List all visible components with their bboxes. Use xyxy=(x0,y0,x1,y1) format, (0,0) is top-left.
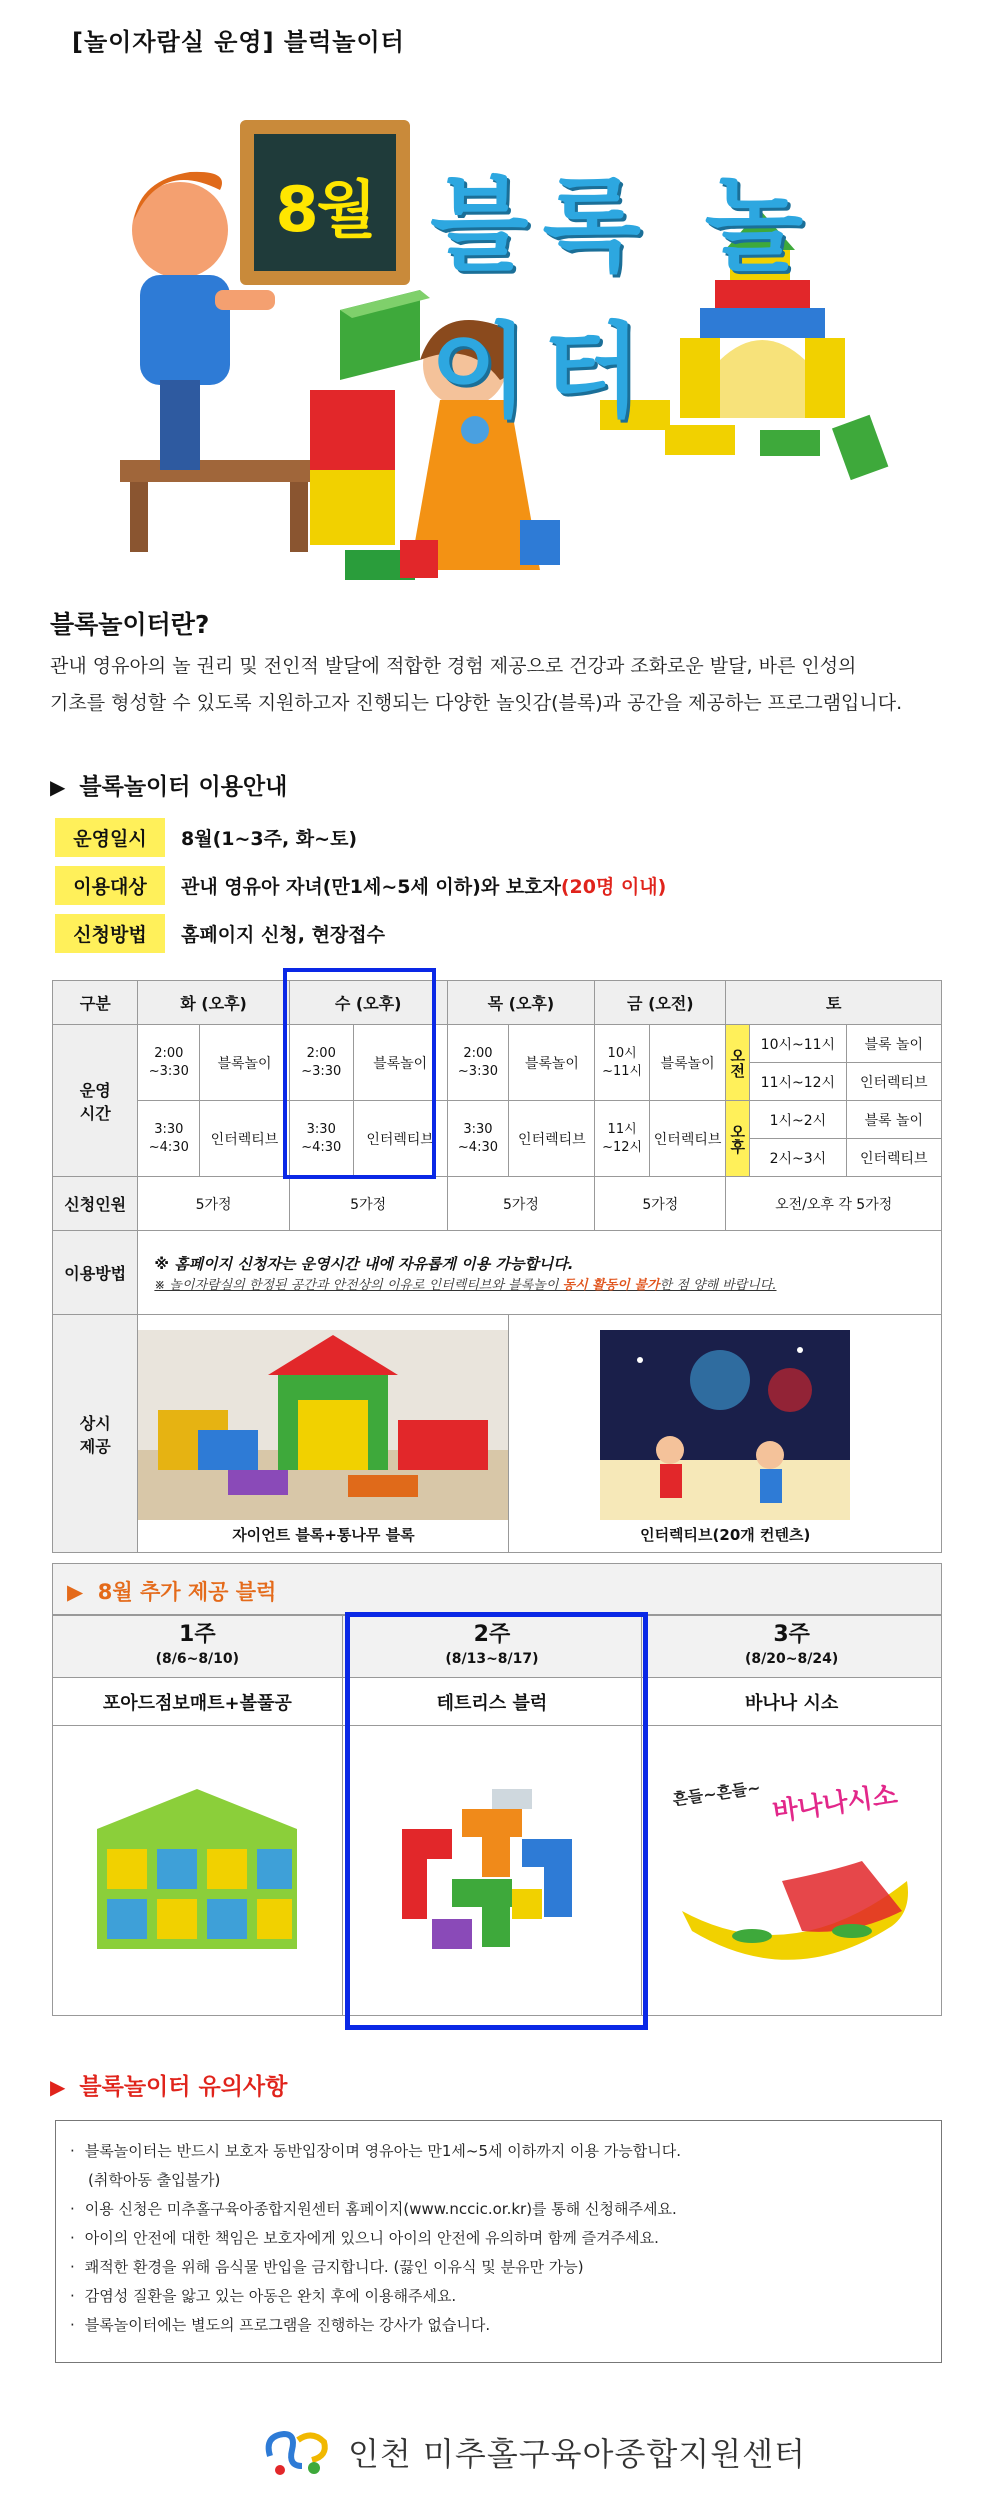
triangle-bullet-icon: ▶ xyxy=(50,775,66,799)
program-cell: 인터렉티브 xyxy=(509,1101,595,1177)
block-name: 포아드점보매트+볼풀공 xyxy=(53,1678,343,1726)
col-header: 화 (오후) xyxy=(138,981,289,1025)
sat-program: 인터렉티브 xyxy=(846,1063,941,1101)
row-label-capacity: 신청인원 xyxy=(53,1177,138,1231)
about-title: 블록놀이터란? xyxy=(50,610,210,639)
time-cell: 11시 ~12시 xyxy=(595,1101,650,1177)
info-row-schedule xyxy=(55,818,357,857)
schedule-table xyxy=(52,980,942,1553)
time-cell: 2:00 ~3:30 xyxy=(447,1025,509,1101)
row-label-time: 운영 시간 xyxy=(53,1025,138,1177)
time-cell: 2:00 ~3:30 xyxy=(289,1025,353,1101)
capacity-limit: (20명 이내) xyxy=(560,876,667,898)
hero-month: 8월 xyxy=(275,173,375,246)
capacity-cell: 5가정 xyxy=(595,1177,726,1231)
photo-cell-giant-blocks xyxy=(138,1315,509,1553)
about-body xyxy=(50,648,950,722)
program-cell: 인터렉티브 xyxy=(200,1101,290,1177)
photo-caption: 자이언트 블록+통나무 블록 xyxy=(232,1526,415,1544)
usage-note-1: ※ 홈페이지 신청자는 운영시간 내에 자유롭게 이용 가능합니다. xyxy=(154,1254,574,1273)
program-cell: 블록놀이 xyxy=(509,1025,595,1101)
month-chalkboard xyxy=(240,120,410,285)
sat-time: 11시~12시 xyxy=(750,1063,846,1101)
sat-time: 1시~2시 xyxy=(750,1101,846,1139)
col-header: 목 (오후) xyxy=(447,981,595,1025)
notice-item: · 감염성 질환을 앓고 있는 아동은 완치 후에 이용해주세요. xyxy=(70,2282,927,2311)
photo-caption: 인터렉티브(20개 컨텐츠) xyxy=(640,1526,811,1544)
notice-item: · 이용 신청은 미추홀구육아종합지원센터 홈페이지(www.nccic.or.kr)를 통해 신청해주세요. xyxy=(70,2195,927,2224)
week2-highlight-frame xyxy=(345,1612,648,2030)
notice-title: ▶ 블록놀이터 유의사항 xyxy=(50,2074,288,2100)
capacity-cell: 5가정 xyxy=(289,1177,447,1231)
banana-seesaw-image xyxy=(662,1761,922,1981)
sat-am-label: 오전 xyxy=(726,1025,750,1101)
col-header: 금 (오전) xyxy=(595,981,726,1025)
time-cell: 3:30 ~4:30 xyxy=(289,1101,353,1177)
footer xyxy=(262,2426,806,2478)
program-cell: 블록놀이 xyxy=(649,1025,725,1101)
notice-subitem: (취학아동 출입불가) xyxy=(88,2171,221,2189)
about-line: 기초를 형성할 수 있도록 지원하고자 진행되는 다양한 놀잇감(블록)과 공간을 제공하는 프로그램입니다. xyxy=(50,692,903,714)
week-cell: 1주 (8/6~8/10) xyxy=(53,1616,343,1678)
sat-pm-label: 오후 xyxy=(726,1101,750,1177)
info-row-apply xyxy=(55,914,385,953)
sat-program: 블록 놀이 xyxy=(846,1025,941,1063)
sat-program: 인터렉티브 xyxy=(846,1139,941,1177)
triangle-bullet-icon: ▶ xyxy=(67,1580,84,1604)
notice-item: · 블록놀이터에는 별도의 프로그램을 진행하는 강사가 없습니다. xyxy=(70,2311,927,2340)
notice-item: · 블록놀이터는 반드시 보호자 동반입장이며 영유아는 만1세~5세 이하까지 이용 가능합니다. xyxy=(70,2137,927,2166)
row-label-always: 상시 제공 xyxy=(53,1315,138,1553)
sat-program: 블록 놀이 xyxy=(846,1101,941,1139)
photo-cell-interactive xyxy=(509,1315,942,1553)
week-cell: 3주 (8/20~8/24) xyxy=(642,1616,942,1678)
block-name: 바나나 시소 xyxy=(642,1678,942,1726)
program-cell: 블록놀이 xyxy=(200,1025,290,1101)
usage-note-2: ※ 놀이자람실의 한정된 공간과 안전상의 이유로 인터렉티브와 블록놀이 동시 활동이 불가한 점 양해 바랍니다. xyxy=(154,1277,777,1293)
usage-notes xyxy=(138,1231,942,1315)
center-logo-icon xyxy=(262,2426,334,2478)
jumbo-mat-image xyxy=(77,1769,317,1969)
capacity-cell: 오전/오후 각 5가정 xyxy=(726,1177,942,1231)
notice-item: · 쾌적한 환경을 위해 음식물 반입을 금지합니다. (끓인 이유식 및 분유만 가능) xyxy=(70,2253,927,2282)
info-value: 관내 영유아 자녀(만1세~5세 이하)와 보호자(20명 이내) xyxy=(181,876,667,898)
footer-org-name: 인천 미추홀구육아종합지원센터 xyxy=(348,2435,806,2473)
guide-title: ▶ 블록놀이터 이용안내 xyxy=(50,774,288,800)
col-header: 구분 xyxy=(53,981,138,1025)
program-cell: 인터렉티브 xyxy=(649,1101,725,1177)
capacity-cell: 5가정 xyxy=(447,1177,595,1231)
notice-box xyxy=(55,2120,942,2363)
page-header: [놀이자람실 운영] 블럭놀이터 xyxy=(72,28,405,56)
col-header: 수 (오후) xyxy=(289,981,447,1025)
time-cell: 3:30 ~4:30 xyxy=(138,1101,200,1177)
banana-caption: 흔들~흔들~ xyxy=(670,1777,762,1809)
notice-item: · 아이의 안전에 대한 책임은 보호자에게 있으니 아이의 안전에 유의하며 함께 즐겨주세요. xyxy=(70,2224,927,2253)
hero-title: 블록 놀이터 xyxy=(430,167,818,432)
wednesday-highlight-frame xyxy=(283,968,436,1179)
program-cell: 블록놀이 xyxy=(353,1025,447,1101)
sat-time: 10시~11시 xyxy=(750,1025,846,1063)
info-key: 이용대상 xyxy=(55,866,165,905)
info-value: 홈페이지 신청, 현장접수 xyxy=(181,924,385,946)
banana-title: 바나나시소 xyxy=(770,1779,900,1828)
col-header: 토 xyxy=(726,981,942,1025)
info-key: 운영일시 xyxy=(55,818,165,857)
hero-banner xyxy=(120,100,920,600)
block-name: 테트리스 블럭 xyxy=(342,1678,642,1726)
interactive-photo xyxy=(600,1330,850,1520)
about-line: 관내 영유아의 놀 권리 및 전인적 발달에 적합한 경험 제공으로 건강과 조화로운 발달, 바른 인성의 xyxy=(50,655,857,677)
time-cell: 3:30 ~4:30 xyxy=(447,1101,509,1177)
info-key: 신청방법 xyxy=(55,914,165,953)
image-cell-mat xyxy=(53,1726,343,2016)
capacity-cell: 5가정 xyxy=(138,1177,289,1231)
time-cell: 10시 ~11시 xyxy=(595,1025,650,1101)
program-cell: 인터렉티브 xyxy=(353,1101,447,1177)
image-cell-banana xyxy=(642,1726,942,2016)
extra-blocks-header: ▶ 8월 추가 제공 블럭 xyxy=(52,1563,942,1615)
giant-blocks-photo xyxy=(138,1330,508,1520)
row-label-usage: 이용방법 xyxy=(53,1231,138,1315)
sat-time: 2시~3시 xyxy=(750,1139,846,1177)
week-cell: 2주 (8/13~8/17) xyxy=(342,1616,642,1678)
info-row-target xyxy=(55,866,666,905)
info-value: 8월(1~3주, 화~토) xyxy=(181,828,358,850)
time-cell: 2:00 ~3:30 xyxy=(138,1025,200,1101)
triangle-bullet-icon: ▶ xyxy=(50,2075,66,2099)
